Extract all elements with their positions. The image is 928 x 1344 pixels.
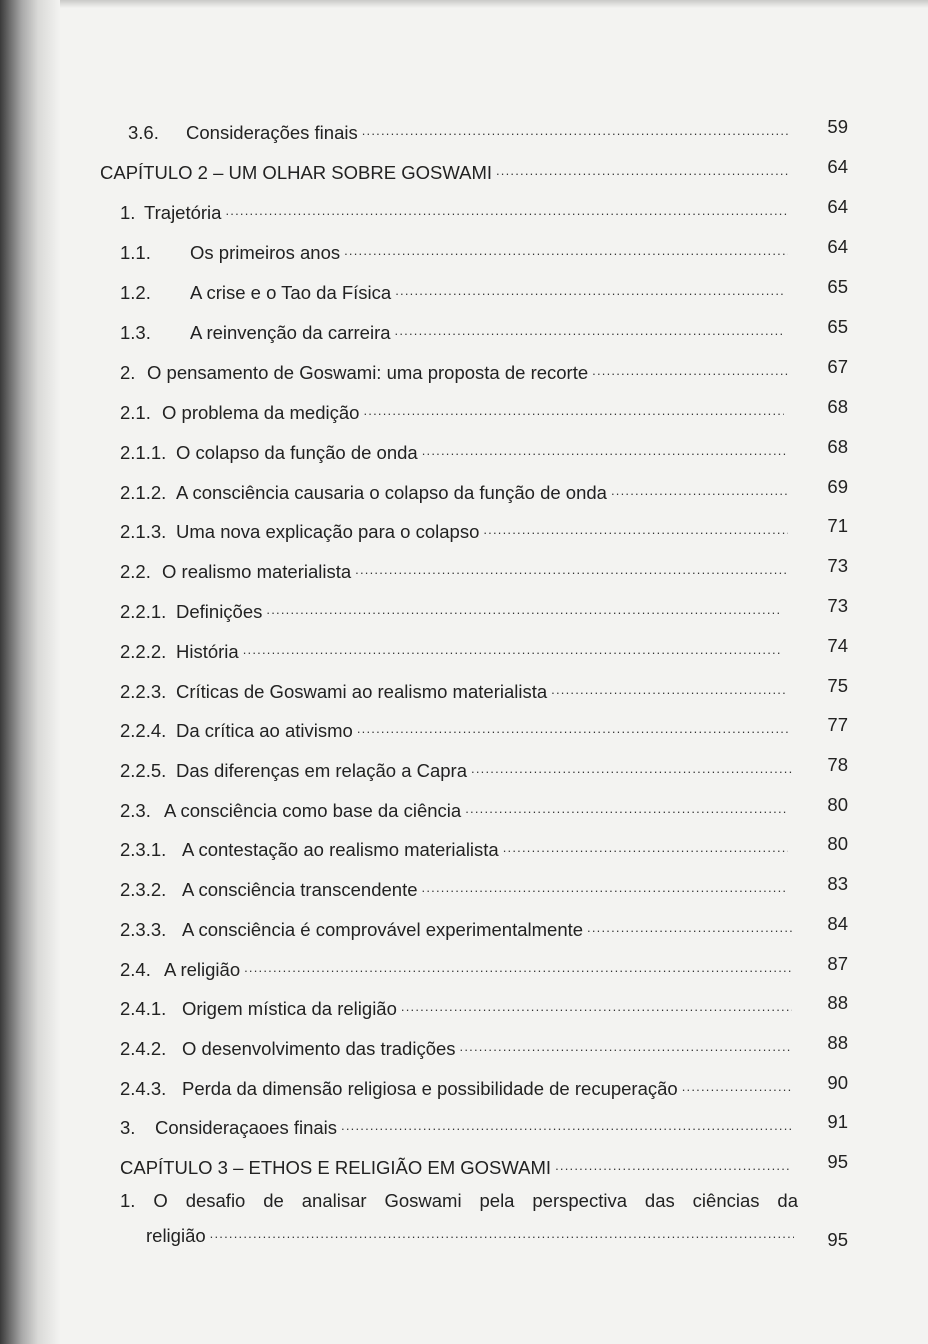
toc-entry-page: 65	[827, 316, 848, 337]
toc-entry-title-line2	[146, 1218, 798, 1253]
toc-leader-dots	[592, 355, 788, 379]
toc-entry-number: 3.	[120, 1117, 136, 1138]
toc-entry-title: O desenvolvimento das tradições	[182, 1038, 456, 1059]
toc-entry-title: O realismo materialista	[162, 561, 352, 582]
toc-entry-title: A crise e o Tao da Física	[190, 282, 392, 303]
toc-entry-title: A consciência transcendente	[182, 879, 418, 900]
toc-entry	[120, 1031, 796, 1061]
toc-entry-number: 2.3.3.	[120, 919, 167, 940]
toc-entry	[120, 912, 796, 942]
toc-entry-page: 80	[827, 833, 848, 854]
toc-entry-page: 95	[827, 1229, 848, 1250]
toc-entry	[120, 435, 792, 465]
toc-leader-dots	[611, 475, 788, 499]
toc-entry	[120, 634, 786, 664]
toc-leader-dots	[210, 1218, 794, 1242]
toc-entry-title: A reinvenção da carreira	[190, 322, 391, 343]
toc-entry-title-line1	[120, 1184, 798, 1218]
toc-entry-title: Das diferenças em relação a Capra	[176, 760, 468, 781]
toc-entry-title: O desafio de analisar Goswami pela perspectiva das ciências da	[153, 1190, 799, 1211]
toc-leader-dots	[244, 952, 792, 976]
toc-entry-title-continuation: religião	[146, 1225, 206, 1246]
toc-entry-title: A religião	[164, 959, 241, 980]
toc-leader-dots	[395, 275, 784, 299]
toc-entry-page: 64	[827, 156, 848, 177]
toc-entry-number: 2.4.1.	[120, 998, 167, 1019]
toc-entry	[128, 115, 792, 145]
toc-leader-dots	[243, 634, 782, 658]
toc-leader-dots	[355, 554, 788, 578]
toc-entry-page: 71	[827, 515, 848, 536]
toc-entry-page: 68	[827, 436, 848, 457]
toc-leader-dots	[471, 753, 792, 777]
toc-entry	[120, 952, 796, 982]
toc-entry-page: 80	[827, 794, 848, 815]
toc-leader-dots	[460, 1031, 792, 1055]
toc-entry-title: Consideraçaoes finais	[155, 1117, 338, 1138]
toc-leader-dots	[682, 1071, 792, 1095]
toc-entry-page: 83	[827, 873, 848, 894]
toc-entry-page: 87	[827, 953, 848, 974]
toc-leader-dots	[587, 912, 792, 936]
toc-leader-dots	[551, 674, 788, 698]
toc-leader-dots	[555, 1150, 792, 1174]
toc-entry	[120, 1110, 796, 1140]
toc-entry-title: O pensamento de Goswami: uma proposta de recorte	[147, 362, 589, 383]
toc-entry-number: 1.3.	[120, 322, 151, 343]
toc-entry-number: 2.2.1.	[120, 601, 167, 622]
toc-leader-dots	[344, 235, 788, 259]
toc-chapter-title: CAPÍTULO 3 – ETHOS E RELIGIÃO EM GOSWAMI	[120, 1157, 552, 1178]
toc-entry	[120, 793, 792, 823]
toc-entry-number: 2.1.3.	[120, 521, 167, 542]
toc-entry	[120, 753, 796, 783]
toc-entry	[120, 475, 792, 505]
toc-entry-number: 2.	[120, 362, 136, 383]
toc-entry	[120, 1071, 796, 1101]
toc-entry-page: 74	[827, 635, 848, 656]
toc-entry-title: Críticas de Goswami ao realismo materialista	[176, 681, 548, 702]
toc-entry-page: 78	[827, 754, 848, 775]
toc-entry-title: Origem mística da religião	[182, 998, 397, 1019]
toc-entry-page: 75	[827, 675, 848, 696]
toc-leader-dots	[401, 991, 792, 1015]
toc-entry-page: 64	[827, 196, 848, 217]
toc-entry-multiline	[120, 1184, 798, 1253]
toc-entry-page: 90	[827, 1072, 848, 1093]
toc-entry-title: A consciência como base da ciência	[164, 800, 462, 821]
toc-entry	[120, 514, 792, 544]
toc-entry-page: 91	[827, 1111, 848, 1132]
toc-entry-title: Trajetória	[144, 202, 222, 223]
toc-entry-number: 2.2.4.	[120, 720, 167, 741]
toc-entry-page: 73	[827, 595, 848, 616]
toc-leader-dots	[422, 872, 788, 896]
toc-entry-number: 2.3.1.	[120, 839, 167, 860]
toc-entry-number: 1.	[120, 1190, 136, 1211]
toc-entry-page: 59	[827, 116, 848, 137]
toc-leader-dots	[422, 435, 788, 459]
toc-leader-dots	[266, 594, 782, 618]
toc-leader-dots	[357, 713, 788, 737]
toc-chapter-entry	[120, 1150, 796, 1180]
toc-entry-page: 65	[827, 276, 848, 297]
toc-entry-title: O colapso da função de onda	[176, 442, 418, 463]
toc-entry-number: 2.4.2.	[120, 1038, 167, 1059]
toc-entry-number: 3.6.	[128, 122, 159, 143]
toc-entry-title: Uma nova explicação para o colapso	[176, 521, 480, 542]
toc-entry-number: 2.2.2.	[120, 641, 167, 662]
toc-entry-title: História	[176, 641, 239, 662]
toc-leader-dots	[362, 115, 788, 139]
toc-entry-page: 77	[827, 714, 848, 735]
toc-entry-number: 2.1.2.	[120, 482, 167, 503]
toc-entry-page: 95	[827, 1151, 848, 1172]
toc-entry-title: A consciência causaria o colapso da função de onda	[176, 482, 607, 503]
toc-chapter-entry	[100, 155, 792, 185]
toc-entry-title: Da crítica ao ativismo	[176, 720, 353, 741]
toc-entry-page: 67	[827, 356, 848, 377]
toc-leader-dots	[483, 514, 788, 538]
toc-leader-dots	[496, 155, 788, 179]
toc-entry	[120, 674, 792, 704]
toc-entry-title: Considerações finais	[186, 122, 358, 143]
toc-entry-page: 88	[827, 992, 848, 1013]
toc-entry-title: A consciência é comprovável experimentalmente	[182, 919, 584, 940]
toc-leader-dots	[503, 832, 788, 856]
toc-entry-number: 2.1.1.	[120, 442, 167, 463]
toc-entry-number: 1.1.	[120, 242, 151, 263]
toc-entry-number: 2.2.3.	[120, 681, 167, 702]
toc-entry-title: O problema da medição	[162, 402, 360, 423]
toc-entry-number: 1.2.	[120, 282, 151, 303]
toc-entry-number: 2.4.	[120, 959, 151, 980]
toc-entry-number: 2.2.	[120, 561, 151, 582]
toc-entry	[120, 355, 792, 385]
toc-entry-number: 2.2.5.	[120, 760, 167, 781]
toc-entry	[120, 195, 792, 225]
toc-entry-number: 2.3.	[120, 800, 151, 821]
toc-entry-number: 2.4.3.	[120, 1078, 167, 1099]
toc-entry	[120, 872, 792, 902]
toc-entry-page: 88	[827, 1032, 848, 1053]
toc-entry-number: 2.1.	[120, 402, 151, 423]
toc-entry	[120, 832, 792, 862]
toc-entry-page: 69	[827, 476, 848, 497]
toc-entry	[120, 395, 788, 425]
toc-entry-page: 68	[827, 396, 848, 417]
toc-entry	[120, 713, 792, 743]
toc-entry	[120, 275, 788, 305]
toc-leader-dots	[225, 195, 788, 219]
toc-entry	[120, 991, 796, 1021]
toc-entry	[120, 594, 786, 624]
toc-chapter-title: CAPÍTULO 2 – UM OLHAR SOBRE GOSWAMI	[100, 162, 492, 183]
toc-leader-dots	[363, 395, 784, 419]
toc-entry-title: A contestação ao realismo materialista	[182, 839, 499, 860]
toc-leader-dots	[465, 793, 788, 817]
toc-entry	[120, 554, 792, 584]
toc-entry	[120, 315, 788, 345]
toc-entry-title: Os primeiros anos	[190, 242, 341, 263]
toc-entry-title: Definições	[176, 601, 263, 622]
toc-entry-page: 64	[827, 236, 848, 257]
toc-leader-dots	[341, 1110, 792, 1134]
toc-entry-title: Perda da dimensão religiosa e possibilidade de recuperação	[182, 1078, 678, 1099]
toc-entry-page: 84	[827, 913, 848, 934]
toc-entry	[120, 235, 792, 265]
toc-entry-number: 1.	[120, 202, 136, 223]
toc-entry-page: 73	[827, 555, 848, 576]
toc-entry-number: 2.3.2.	[120, 879, 167, 900]
toc-leader-dots	[395, 315, 784, 339]
